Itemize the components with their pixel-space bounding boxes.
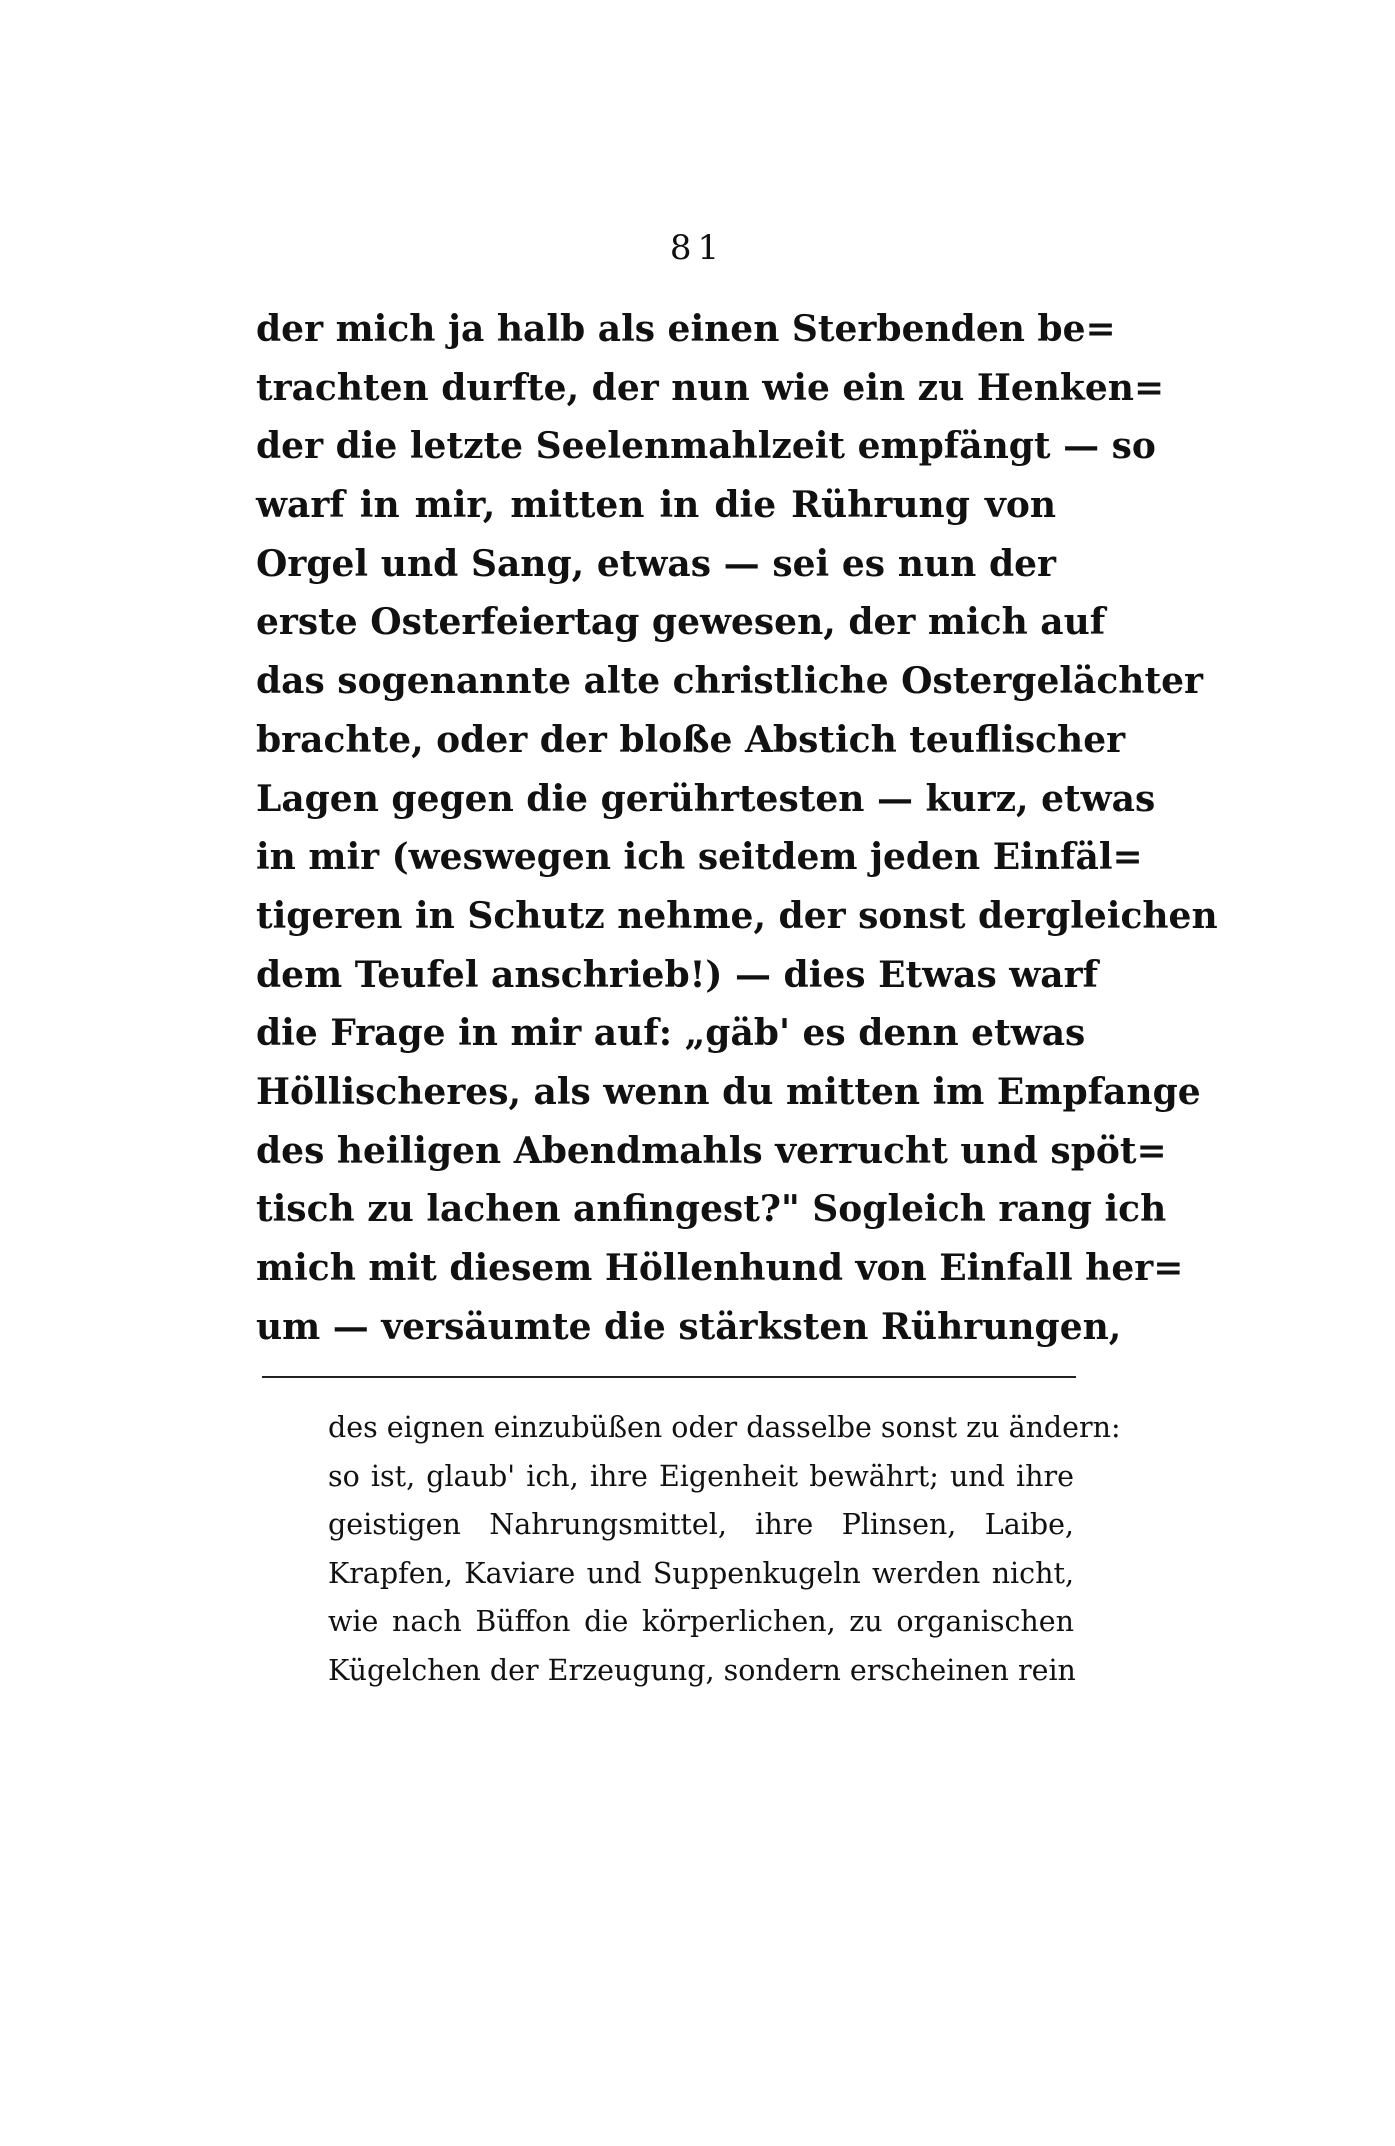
footnote-line: wie nach Büffon die körperlichen, zu organischen [328,1605,1074,1638]
main-text-block [256,300,1218,1356]
page-number: 81 [669,228,726,268]
text-line: um — versäumte die stärksten Rührungen, [256,1305,1122,1348]
text-line: die Frage in mir auf: „gäb' es denn etwas [256,1012,1086,1055]
text-line: tigeren in Schutz nehme, der sonst dergleichen [256,894,1218,937]
text-line: erste Osterfeiertag gewesen, der mich auf [256,601,1106,644]
text-line: tisch zu lachen anfingest?" Sogleich rang ich [256,1188,1167,1231]
text-line: das sogenannte alte christliche Ostergelächter [256,660,1203,703]
footnote-line: des eignen einzubüßen oder dasselbe sonst zu ändern: [328,1411,1121,1444]
footnote-line: so ist, glaub' ich, ihre Eigenheit bewährt; und ihre [328,1459,1074,1493]
text-line: Orgel und Sang, etwas — sei es nun der [256,542,1056,585]
footnote-divider [262,1376,1076,1378]
footnote-line: Krapfen, Kaviare und Suppenkugeln werden nicht, [328,1556,1074,1590]
text-line: trachten durfte, der nun wie ein zu Henken= [256,366,1165,409]
text-line: der mich ja halb als einen Sterbenden be= [256,308,1116,350]
text-line: Lagen gegen die gerührtesten — kurz, etwas [256,777,1156,820]
text-line: warf in mir, mitten in die Rührung von [256,484,1056,527]
text-line: dem Teufel anschrieb!) — dies Etwas warf [256,953,1099,996]
text-line: des heiligen Abendmahls verrucht und spöt= [256,1129,1167,1172]
text-line: brachte, oder der bloße Abstich teuflischer [256,718,1126,761]
text-line: mich mit diesem Höllenhund von Einfall her= [256,1247,1184,1289]
footnote-block [328,1404,1121,1695]
text-line: in mir (weswegen ich seitdem jeden Einfäl= [256,836,1143,879]
text-line: Höllischeres, als wenn du mitten im Empfange [256,1070,1201,1113]
footnote-line: geistigen Nahrungsmittel, ihre Plinsen, Laibe, [328,1508,1074,1541]
text-line: der die letzte Seelenmahlzeit empfängt — so [256,425,1156,468]
footnote-line: Kügelchen der Erzeugung, sondern erscheinen rein [328,1653,1076,1687]
